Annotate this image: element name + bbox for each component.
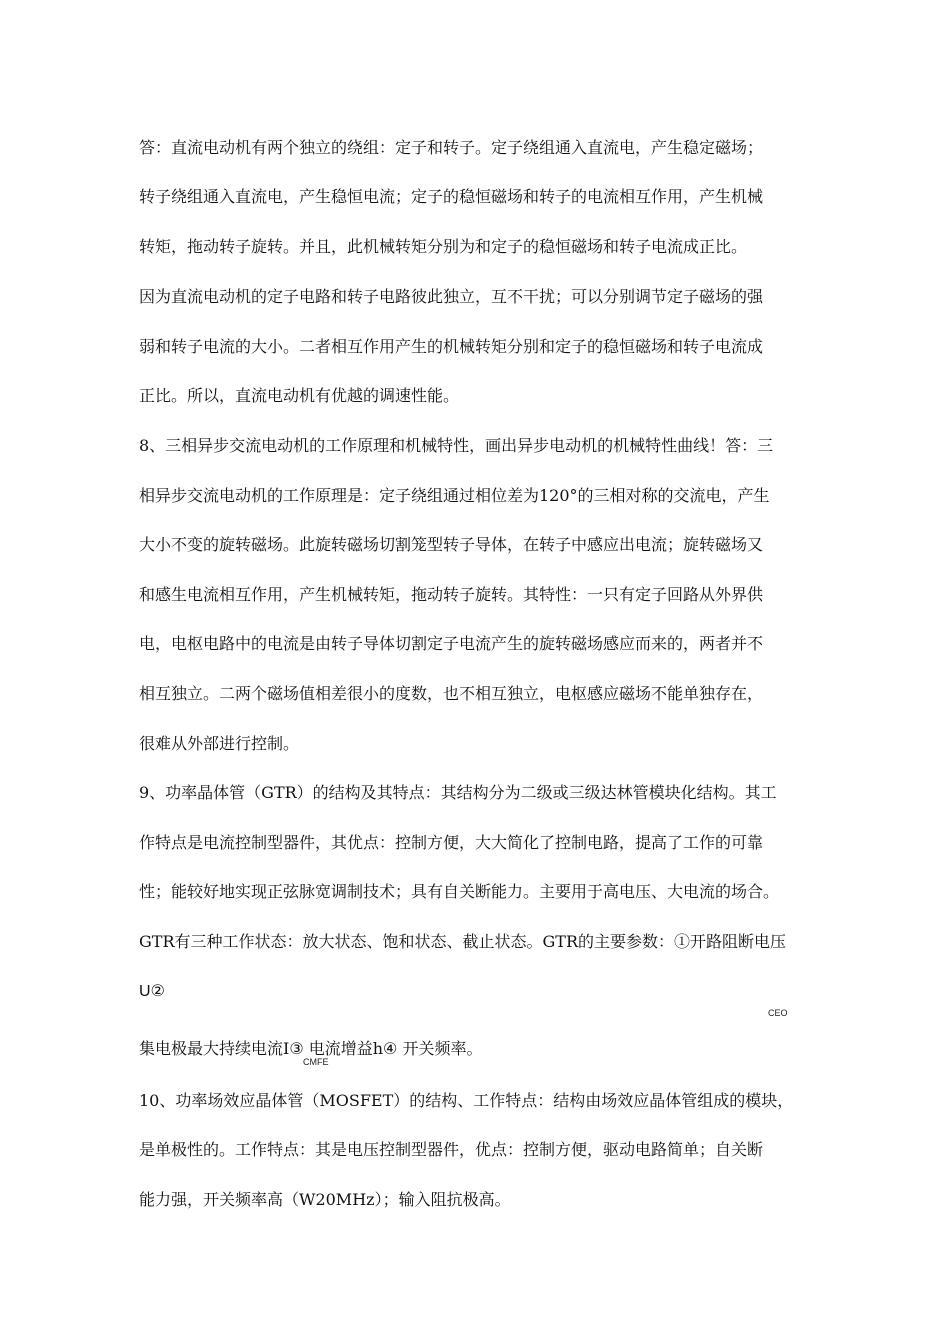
- paragraph-line: 转子绕组通入直流电，产生稳恒电流；定子的稳恒磁场和转子的电流相互作用，产生机械: [139, 187, 764, 206]
- paragraph-line: 因为直流电动机的定子电路和转子电路彼此独立，互不干扰；可以分别调节定子磁场的强: [139, 287, 764, 306]
- paragraph-line: 很难从外部进行控制。: [139, 734, 300, 753]
- subscript-ceo: CEO: [768, 1008, 788, 1018]
- question-8-heading: 8、三相异步交流电动机的工作原理和机械特性，画出异步电动机的机械特性曲线！答：三: [139, 436, 774, 455]
- subscript-cmfe: CMFE: [303, 1057, 329, 1067]
- paragraph-line: 相异步交流电动机的工作原理是：定子绕组通过相位差为120°的三相对称的交流电，产生: [139, 486, 770, 505]
- paragraph-line: 性；能较好地实现正弦脉宽调制技术；具有自关断能力。主要用于高电压、大电流的场合。: [139, 882, 780, 901]
- paragraph-line: 是单极性的。工作特点：其是电压控制型器件，优点：控制方便，驱动电路简单；自关断: [139, 1140, 764, 1159]
- paragraph-line: 和感生电流相互作用，产生机械转矩，拖动转子旋转。其特性：一只有定子回路从外界供: [139, 585, 764, 604]
- paragraph-line: 作特点是电流控制型器件，其优点：控制方便，大大简化了控制电路，提高了工作的可靠: [139, 833, 764, 852]
- paragraph-line: 答：直流电动机有两个独立的绕组：定子和转子。定子绕组通入直流电，产生稳定磁场；: [139, 138, 764, 157]
- paragraph-line: 转矩，拖动转子旋转。并且，此机械转矩分别为和定子的稳恒磁场和转子电流成正比。: [139, 237, 748, 256]
- paragraph-line: 能力强，开关频率高（W20MHz）；输入阻抗极高。: [139, 1190, 511, 1209]
- paragraph-line: 电，电枢电路中的电流是由转子导体切割定子电流产生的旋转磁场感应而来的，两者并不: [139, 634, 764, 653]
- paragraph-line: 相互独立。二两个磁场值相差很小的度数，也不相互独立，电枢感应磁场不能单独存在，: [139, 684, 764, 703]
- paragraph-line: GTR有三种工作状态：放大状态、饱和状态、截止状态。GTR的主要参数：①开路阻断电压: [139, 932, 787, 951]
- paragraph-line: 集电极最大持续电流I③ 电流增益h④ 开关频率。: [139, 1039, 483, 1058]
- question-9-heading: 9、功率晶体管（GTR）的结构及其特点：其结构分为二级或三级达林管模块化结构。其工: [139, 783, 777, 802]
- paragraph-line: U②: [139, 983, 165, 1000]
- paragraph-line: 弱和转子电流的大小。二者相互作用产生的机械转矩分别和定子的稳恒磁场和转子电流成: [139, 337, 764, 356]
- paragraph-line: 正比。所以，直流电动机有优越的调速性能。: [139, 386, 460, 405]
- question-10-heading: 10、功率场效应晶体管（MOSFET）的结构、工作特点：结构由场效应晶体管组成的模块，: [139, 1091, 794, 1110]
- paragraph-line: 大小不变的旋转磁场。此旋转磁场切割笼型转子导体，在转子中感应出电流；旋转磁场又: [139, 535, 764, 554]
